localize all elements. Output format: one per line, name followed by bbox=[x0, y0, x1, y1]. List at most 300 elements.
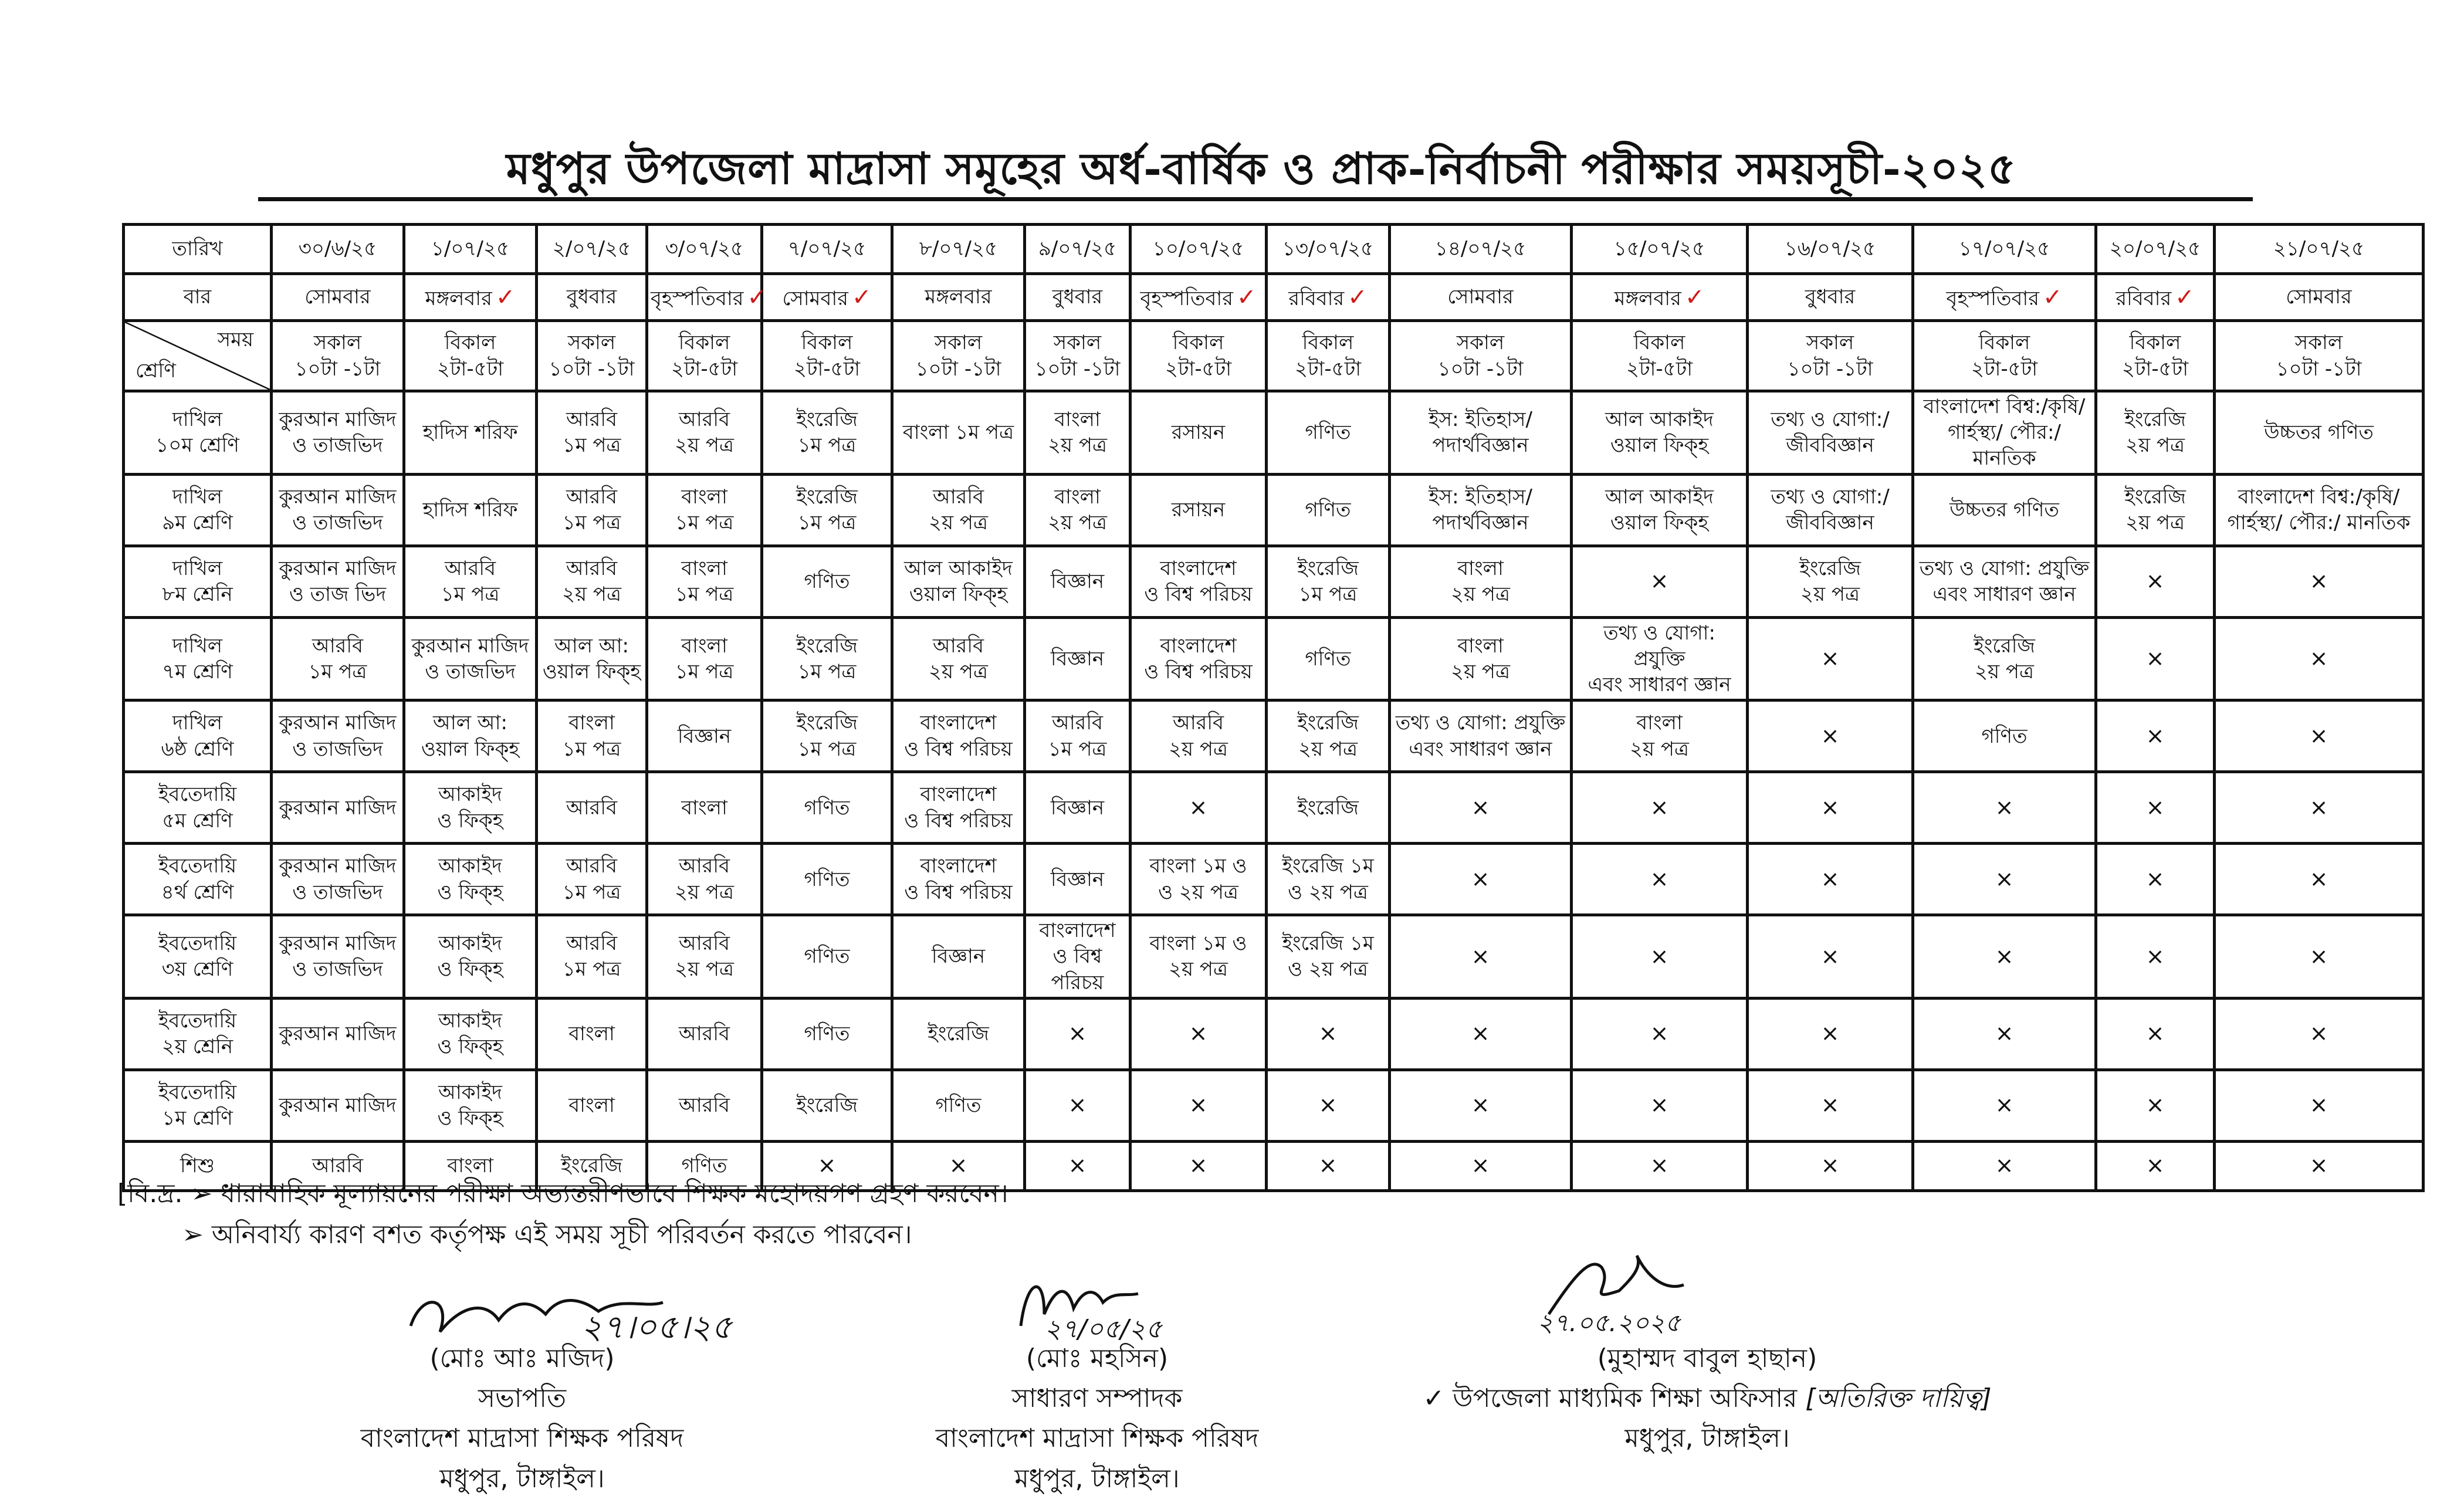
subject-line: ও তাজভিদ bbox=[292, 880, 383, 904]
time-cell bbox=[1572, 321, 1748, 391]
no-exam-mark: × bbox=[1068, 1092, 1087, 1118]
subject-line: এবং সাধারণ জ্ঞান bbox=[1588, 672, 1731, 696]
subject-line: হাদিস শরিফ bbox=[422, 498, 518, 522]
subject-cell bbox=[1748, 772, 1913, 844]
time-line: সকাল bbox=[1806, 331, 1854, 355]
time-line: ২টা-৫টা bbox=[1971, 357, 2038, 381]
subject-cell bbox=[272, 617, 404, 701]
subject-line: গার্হস্থ্য/ পৌর:/ মানতিক bbox=[2227, 511, 2411, 535]
subject-cell bbox=[404, 1070, 537, 1141]
subject-cell bbox=[272, 474, 404, 546]
class-row bbox=[124, 1070, 2424, 1141]
subject-line: বাংলা bbox=[1054, 408, 1101, 432]
subject-cell bbox=[2215, 1070, 2424, 1141]
subject-line: ২য় পত্র bbox=[928, 659, 988, 683]
subject-line: ইংরেজি bbox=[561, 1154, 622, 1178]
no-exam-mark: × bbox=[2309, 645, 2328, 672]
subject-line: উচ্চতর গণিত bbox=[2264, 421, 2374, 445]
subject-cell bbox=[404, 617, 537, 701]
subject-line: বিজ্ঞান bbox=[1050, 867, 1105, 891]
no-exam-mark: × bbox=[1068, 1020, 1087, 1047]
subject-cell bbox=[1748, 546, 1913, 617]
subject-cell bbox=[2096, 998, 2215, 1070]
page-title: মধুপুর উপজেলা মাদ্রাসা সমূহের অর্ধ-বার্ষিক ও প্রাক-নির্বাচনী পরীক্ষার সময়সূচী-২০২৫ bbox=[506, 144, 2017, 194]
time-cell bbox=[537, 321, 647, 391]
subject-cell bbox=[892, 772, 1025, 844]
subject-line: ১ম পত্র bbox=[797, 737, 857, 761]
subject-line: রসায়ন bbox=[1171, 498, 1226, 522]
subject-line: কুরআন মাজিদ bbox=[411, 634, 529, 658]
subject-cell bbox=[2096, 391, 2215, 475]
time-cell bbox=[1390, 321, 1572, 391]
subject-line: ও তাজভিদ bbox=[292, 434, 383, 458]
subject-line: কুরআন মাজিদ bbox=[279, 854, 397, 878]
subject-cell bbox=[1748, 1141, 1913, 1190]
subject-line: রসায়ন bbox=[1171, 421, 1226, 445]
day-cell bbox=[2215, 274, 2424, 321]
time-cell bbox=[1267, 321, 1390, 391]
subject-line: ১ম পত্র bbox=[797, 511, 857, 535]
check-mark-icon: ✓ bbox=[851, 283, 872, 311]
subject-cell bbox=[647, 772, 762, 844]
day-label: বুধবার bbox=[1052, 285, 1103, 309]
day-cell bbox=[537, 274, 647, 321]
day-label: সোমবার bbox=[782, 286, 848, 310]
subject-line: ইংরেজি ১ম bbox=[1282, 932, 1374, 956]
subject-line: ও ২য় পত্র bbox=[1288, 880, 1368, 904]
subject-line: ইংরেজি bbox=[796, 1094, 858, 1118]
subject-cell bbox=[892, 701, 1025, 772]
subject-cell bbox=[762, 391, 892, 475]
subject-line: ১ম পত্র bbox=[675, 583, 734, 607]
subject-cell bbox=[1267, 391, 1390, 475]
signature-1-role: সভাপতি bbox=[478, 1383, 567, 1414]
subject-line: বিজ্ঞান bbox=[677, 724, 732, 748]
class-label-cell bbox=[124, 998, 272, 1070]
subject-line: জীববিজ্ঞান bbox=[1786, 511, 1874, 535]
day-cell bbox=[1572, 274, 1748, 321]
subject-cell bbox=[1025, 998, 1131, 1070]
subject-line: আল আ: bbox=[433, 711, 507, 735]
subject-line: ইংরেজি bbox=[796, 408, 858, 432]
subject-cell bbox=[2215, 915, 2424, 999]
subject-cell bbox=[1267, 546, 1390, 617]
no-exam-mark: × bbox=[2309, 1152, 2328, 1179]
signature-2-org: বাংলাদেশ মাদ্রাসা শিক্ষক পরিষদ bbox=[935, 1423, 1259, 1454]
subject-line: ইংরেজি bbox=[1799, 556, 1861, 580]
subject-line: আকাইদ bbox=[438, 932, 502, 956]
subject-line: তথ্য ও যোগা:/ bbox=[1771, 408, 1890, 432]
class-label-cell bbox=[124, 617, 272, 701]
title-underline bbox=[258, 197, 2253, 201]
subject-cell bbox=[2096, 772, 2215, 844]
subject-cell bbox=[1131, 844, 1267, 915]
subject-cell bbox=[1390, 546, 1572, 617]
subject-line: বাংলাদেশ বিশ্ব:/কৃষি/ bbox=[2238, 485, 2400, 509]
date-cell: ১৬/০৭/২৫ bbox=[1748, 225, 1913, 274]
subject-line: ও ফিক্হ bbox=[437, 1107, 503, 1131]
subject-cell bbox=[1267, 474, 1390, 546]
check-mark-icon: ✓ bbox=[495, 283, 516, 311]
subject-cell bbox=[1390, 772, 1572, 844]
check-mark-icon: ✓ bbox=[1237, 283, 1257, 311]
subject-line: ইংরেজি bbox=[796, 711, 858, 735]
subject-line: বাংলা bbox=[568, 1022, 615, 1046]
subject-line: ও ফিক্হ bbox=[437, 808, 503, 833]
signature-2-date: ২৭/০৫/২৫ bbox=[1044, 1314, 1163, 1344]
class-label-cell bbox=[124, 391, 272, 475]
subject-line: গণিত bbox=[1305, 647, 1351, 671]
subject-line: বাংলাদেশ bbox=[1160, 556, 1237, 580]
subject-cell bbox=[1025, 474, 1131, 546]
no-exam-mark: × bbox=[1189, 1092, 1208, 1118]
time-cell bbox=[892, 321, 1025, 391]
subject-cell bbox=[1131, 701, 1267, 772]
subject-cell bbox=[404, 474, 537, 546]
subject-cell bbox=[1572, 474, 1748, 546]
time-line: ২টা-৫টা bbox=[1626, 357, 1693, 381]
time-cell bbox=[762, 321, 892, 391]
subject-cell bbox=[272, 844, 404, 915]
subject-line: আরবি bbox=[932, 485, 984, 509]
no-exam-mark: × bbox=[949, 1152, 968, 1179]
check-mark-icon: ✓ bbox=[1684, 283, 1705, 311]
subject-line: আরবি bbox=[566, 485, 617, 509]
signature-3-role-line bbox=[1385, 1379, 2030, 1419]
time-cell bbox=[2096, 321, 2215, 391]
no-exam-mark: × bbox=[1189, 1020, 1208, 1047]
class-row bbox=[124, 391, 2424, 475]
no-exam-mark: × bbox=[1650, 568, 1669, 594]
no-exam-mark: × bbox=[1650, 1092, 1669, 1118]
subject-cell bbox=[1748, 1070, 1913, 1141]
no-exam-mark: × bbox=[2309, 1020, 2328, 1047]
time-line: সকাল bbox=[313, 331, 362, 355]
time-line: ২টা-৫টা bbox=[2121, 357, 2189, 381]
class-label-line: দাখিল bbox=[172, 711, 223, 735]
no-exam-mark: × bbox=[1068, 1152, 1087, 1179]
time-line: ২টা-৫টা bbox=[671, 357, 738, 381]
subject-line: ১ম পত্র bbox=[675, 659, 734, 683]
time-cell bbox=[404, 321, 537, 391]
subject-cell bbox=[892, 546, 1025, 617]
date-cell: ১৭/০৭/২৫ bbox=[1913, 225, 2096, 274]
subject-cell bbox=[892, 915, 1025, 999]
subject-cell bbox=[1025, 617, 1131, 701]
subject-cell bbox=[1390, 844, 1572, 915]
subject-cell bbox=[1025, 844, 1131, 915]
subject-line: আরবি bbox=[678, 854, 730, 878]
subject-line: ২য় পত্র bbox=[674, 434, 734, 458]
no-exam-mark: × bbox=[1189, 794, 1208, 820]
no-exam-mark: × bbox=[1318, 1152, 1338, 1179]
subject-line: ইংরেজি bbox=[928, 1022, 989, 1046]
subject-cell bbox=[2215, 1141, 2424, 1190]
note-prefix: [বি.দ্র. bbox=[117, 1179, 183, 1209]
subject-line: তথ্য ও যোগা: প্রযুক্তি bbox=[1603, 621, 1715, 671]
schedule-body bbox=[124, 225, 2424, 1191]
time-line: সকাল bbox=[1456, 331, 1505, 355]
subject-cell bbox=[1390, 391, 1572, 475]
no-exam-mark: × bbox=[2309, 865, 2328, 892]
subject-line: আকাইদ bbox=[438, 783, 502, 807]
time-line: ১০টা -১টা bbox=[2276, 357, 2362, 381]
subject-line: ২য় পত্র bbox=[1450, 583, 1510, 607]
subject-line: পদার্থবিজ্ঞান bbox=[1432, 434, 1529, 458]
subject-cell bbox=[647, 391, 762, 475]
no-exam-mark: × bbox=[1820, 722, 1840, 749]
subject-cell bbox=[892, 474, 1025, 546]
subject-cell bbox=[1913, 701, 2096, 772]
class-label-cell bbox=[124, 1070, 272, 1141]
day-label: রবিবার bbox=[2116, 286, 2172, 310]
subject-cell bbox=[1131, 1141, 1267, 1190]
subject-line: গণিত bbox=[1981, 724, 2028, 748]
class-label-line: দাখিল bbox=[172, 408, 223, 432]
subject-line: ও তাজভিদ bbox=[425, 659, 516, 683]
subject-line: আরবি bbox=[312, 1154, 363, 1178]
date-cell: ২১/০৭/২৫ bbox=[2215, 225, 2424, 274]
subject-line: ইংরেজি bbox=[1297, 796, 1359, 820]
subject-cell bbox=[1025, 772, 1131, 844]
subject-cell bbox=[892, 391, 1025, 475]
class-label-line: ৮ম শ্রেনি bbox=[162, 583, 233, 607]
subject-cell bbox=[1390, 701, 1572, 772]
subject-cell bbox=[762, 844, 892, 915]
no-exam-mark: × bbox=[1471, 1020, 1490, 1047]
date-cell: ৩০/৬/২৫ bbox=[272, 225, 404, 274]
subject-cell bbox=[537, 844, 647, 915]
no-exam-mark: × bbox=[1820, 1152, 1840, 1179]
subject-line: ২য় পত্র bbox=[1168, 957, 1228, 982]
subject-cell bbox=[1913, 998, 2096, 1070]
time-line: বিকাল bbox=[1172, 331, 1224, 355]
subject-cell bbox=[647, 844, 762, 915]
no-exam-mark: × bbox=[1318, 1020, 1338, 1047]
day-label: মঙ্গলবার bbox=[925, 285, 992, 309]
subject-cell bbox=[537, 915, 647, 999]
date-cell: ৭/০৭/২৫ bbox=[762, 225, 892, 274]
class-row bbox=[124, 701, 2424, 772]
subject-cell bbox=[2096, 1070, 2215, 1141]
date-cell: ২০/০৭/২৫ bbox=[2096, 225, 2215, 274]
subject-cell bbox=[2096, 546, 2215, 617]
class-row bbox=[124, 915, 2424, 999]
no-exam-mark: × bbox=[1820, 865, 1840, 892]
subject-cell bbox=[762, 772, 892, 844]
class-label-cell bbox=[124, 915, 272, 999]
subject-line: ও ২য় পত্র bbox=[1288, 957, 1368, 982]
subject-line: ২য় পত্র bbox=[1629, 737, 1689, 761]
subject-line: ২য় পত্র bbox=[2125, 511, 2185, 535]
subject-cell bbox=[647, 617, 762, 701]
class-label-line: ইবতেদায়ি bbox=[158, 854, 237, 878]
time-cell bbox=[1748, 321, 1913, 391]
subject-line: আরবি bbox=[678, 932, 730, 956]
subject-line: বাংলা ১ম পত্র bbox=[902, 421, 1014, 445]
subject-cell bbox=[272, 1070, 404, 1141]
class-label-line: ১ম শ্রেণি bbox=[162, 1107, 233, 1131]
subject-line: তথ্য ও যোগা:/ bbox=[1771, 485, 1890, 509]
time-line: ২টা-৫টা bbox=[1294, 357, 1362, 381]
subject-cell bbox=[1025, 701, 1131, 772]
signature-1-org: বাংলাদেশ মাদ্রাসা শিক্ষক পরিষদ bbox=[360, 1423, 684, 1454]
no-exam-mark: × bbox=[2145, 1092, 2165, 1118]
subject-cell bbox=[762, 998, 892, 1070]
subject-cell bbox=[1131, 474, 1267, 546]
subject-line: বাংলাদেশ bbox=[1039, 919, 1116, 943]
subject-line: ১ম পত্র bbox=[562, 957, 621, 982]
signature-1-block bbox=[282, 1339, 763, 1499]
day-label: বুধবার bbox=[566, 285, 617, 309]
subject-line: ওয়াল ফিক্হ bbox=[909, 583, 1008, 607]
signature-1-date: ২৭।০৫।২৫ bbox=[581, 1308, 733, 1346]
subject-cell bbox=[1390, 915, 1572, 999]
day-cell bbox=[1913, 274, 2096, 321]
subject-cell bbox=[647, 474, 762, 546]
subject-line: আল আকাইদ bbox=[904, 556, 1013, 580]
subject-cell bbox=[1267, 998, 1390, 1070]
subject-cell bbox=[762, 1070, 892, 1141]
class-label-line: ইবতেদায়ি bbox=[158, 1009, 237, 1033]
day-cell bbox=[404, 274, 537, 321]
day-row bbox=[124, 274, 2424, 321]
subject-line: গণিত bbox=[804, 867, 850, 891]
subject-line: ওয়াল ফিক্হ bbox=[542, 659, 641, 683]
subject-line: ২য় পত্র bbox=[674, 957, 734, 982]
subject-cell bbox=[762, 546, 892, 617]
subject-cell bbox=[1025, 915, 1131, 999]
time-row bbox=[124, 321, 2424, 391]
check-mark-icon: ✓ bbox=[1348, 283, 1368, 311]
subject-cell bbox=[1913, 772, 2096, 844]
no-exam-mark: × bbox=[2309, 722, 2328, 749]
subject-line: গণিত bbox=[804, 569, 850, 593]
subject-line: বাংলাদেশ bbox=[1160, 634, 1237, 658]
signature-3-role: উপজেলা মাধ্যমিক শিক্ষা অফিসার bbox=[1453, 1383, 1798, 1414]
subject-cell bbox=[1390, 474, 1572, 546]
signature-2-block bbox=[880, 1339, 1314, 1499]
subject-cell bbox=[1748, 915, 1913, 999]
subject-line: বিজ্ঞান bbox=[1050, 796, 1105, 820]
no-exam-mark: × bbox=[2309, 1092, 2328, 1118]
time-line: সকাল bbox=[567, 331, 616, 355]
class-label-cell bbox=[124, 546, 272, 617]
subject-cell bbox=[1913, 391, 2096, 475]
subject-line: গণিত bbox=[1305, 498, 1351, 522]
no-exam-mark: × bbox=[2145, 645, 2165, 672]
time-line: ১০টা -১টা bbox=[295, 357, 381, 381]
day-label: বৃহস্পতিবার bbox=[1140, 286, 1233, 310]
class-label-line: দাখিল bbox=[172, 556, 223, 580]
subject-cell bbox=[1748, 474, 1913, 546]
subject-line: আরবি bbox=[566, 556, 617, 580]
class-label-cell bbox=[124, 701, 272, 772]
subject-line: ১ম পত্র bbox=[797, 659, 857, 683]
subject-line: বাংলা bbox=[568, 711, 615, 735]
subject-line: উচ্চতর গণিত bbox=[1949, 498, 2059, 522]
subject-line: ১ম পত্র bbox=[797, 434, 857, 458]
day-cell bbox=[892, 274, 1025, 321]
subject-cell bbox=[404, 998, 537, 1070]
no-exam-mark: × bbox=[1820, 1020, 1840, 1047]
subject-cell bbox=[537, 617, 647, 701]
subject-line: গার্হস্থ্য/ পৌর:/ মানতিক bbox=[1948, 421, 2061, 471]
subject-line: আকাইদ bbox=[438, 1081, 502, 1104]
subject-line: গণিত bbox=[804, 945, 850, 969]
subject-cell bbox=[1390, 1141, 1572, 1190]
subject-cell bbox=[272, 915, 404, 999]
no-exam-mark: × bbox=[1189, 1152, 1208, 1179]
day-label: বৃহস্পতিবার bbox=[651, 286, 744, 310]
day-cell bbox=[1131, 274, 1267, 321]
subject-cell bbox=[647, 701, 762, 772]
subject-line: গণিত bbox=[681, 1154, 727, 1178]
day-cell bbox=[647, 274, 767, 321]
subject-line: আরবি bbox=[678, 1094, 730, 1118]
no-exam-mark: × bbox=[1995, 1152, 2014, 1179]
signature-1-place: মধুপুর, টাঙ্গাইল। bbox=[439, 1463, 605, 1494]
subject-cell bbox=[1572, 1070, 1748, 1141]
time-cell bbox=[647, 321, 762, 391]
subject-cell bbox=[1572, 391, 1748, 475]
subject-cell bbox=[2215, 998, 2424, 1070]
subject-line: আরবি bbox=[932, 634, 984, 658]
subject-cell bbox=[1572, 617, 1748, 701]
day-label: রবিবার bbox=[1288, 286, 1345, 310]
class-label-line: ১০ম শ্রেণি bbox=[155, 434, 239, 458]
subject-line: ও তাজ ভিদ bbox=[289, 583, 387, 607]
no-exam-mark: × bbox=[1650, 1152, 1669, 1179]
subject-line: ওয়াল ফিক্হ bbox=[1610, 511, 1709, 535]
subject-line: ২য় পত্র bbox=[561, 583, 621, 607]
exam-schedule-table bbox=[122, 223, 2425, 1192]
footnotes bbox=[117, 1173, 1008, 1256]
subject-cell bbox=[2215, 391, 2424, 475]
class-label-cell bbox=[124, 772, 272, 844]
time-line: বিকাল bbox=[1978, 331, 2030, 355]
subject-line: ও বিশ্ব পরিচয় bbox=[1051, 945, 1104, 994]
subject-cell bbox=[404, 772, 537, 844]
subject-cell bbox=[1572, 772, 1748, 844]
subject-cell bbox=[1390, 998, 1572, 1070]
subject-cell bbox=[272, 546, 404, 617]
subject-line: ১ম পত্র bbox=[441, 583, 500, 607]
no-exam-mark: × bbox=[1471, 943, 1490, 969]
subject-line: আরবি bbox=[566, 408, 617, 432]
subject-line: ও তাজভিদ bbox=[292, 511, 383, 535]
no-exam-mark: × bbox=[1650, 1020, 1669, 1047]
subject-line: বাংলা bbox=[1054, 485, 1101, 509]
subject-cell bbox=[1131, 772, 1267, 844]
subject-line: কুরআন মাজিদ bbox=[279, 796, 397, 820]
no-exam-mark: × bbox=[2309, 568, 2328, 594]
subject-cell bbox=[1131, 1070, 1267, 1141]
subject-line: বাংলা ১ম ও bbox=[1149, 932, 1247, 956]
day-label: সোমবার bbox=[304, 285, 371, 309]
time-line: বিকাল bbox=[444, 331, 496, 355]
subject-cell bbox=[2096, 844, 2215, 915]
subject-line: বাংলাদেশ bbox=[920, 783, 997, 807]
subject-cell bbox=[404, 844, 537, 915]
subject-cell bbox=[404, 701, 537, 772]
subject-cell bbox=[537, 772, 647, 844]
subject-line: ও ফিক্হ bbox=[437, 957, 503, 982]
subject-line: আকাইদ bbox=[438, 854, 502, 878]
subject-cell bbox=[404, 546, 537, 617]
time-cell bbox=[1131, 321, 1267, 391]
subject-line: কুরআন মাজিদ bbox=[279, 1094, 397, 1118]
